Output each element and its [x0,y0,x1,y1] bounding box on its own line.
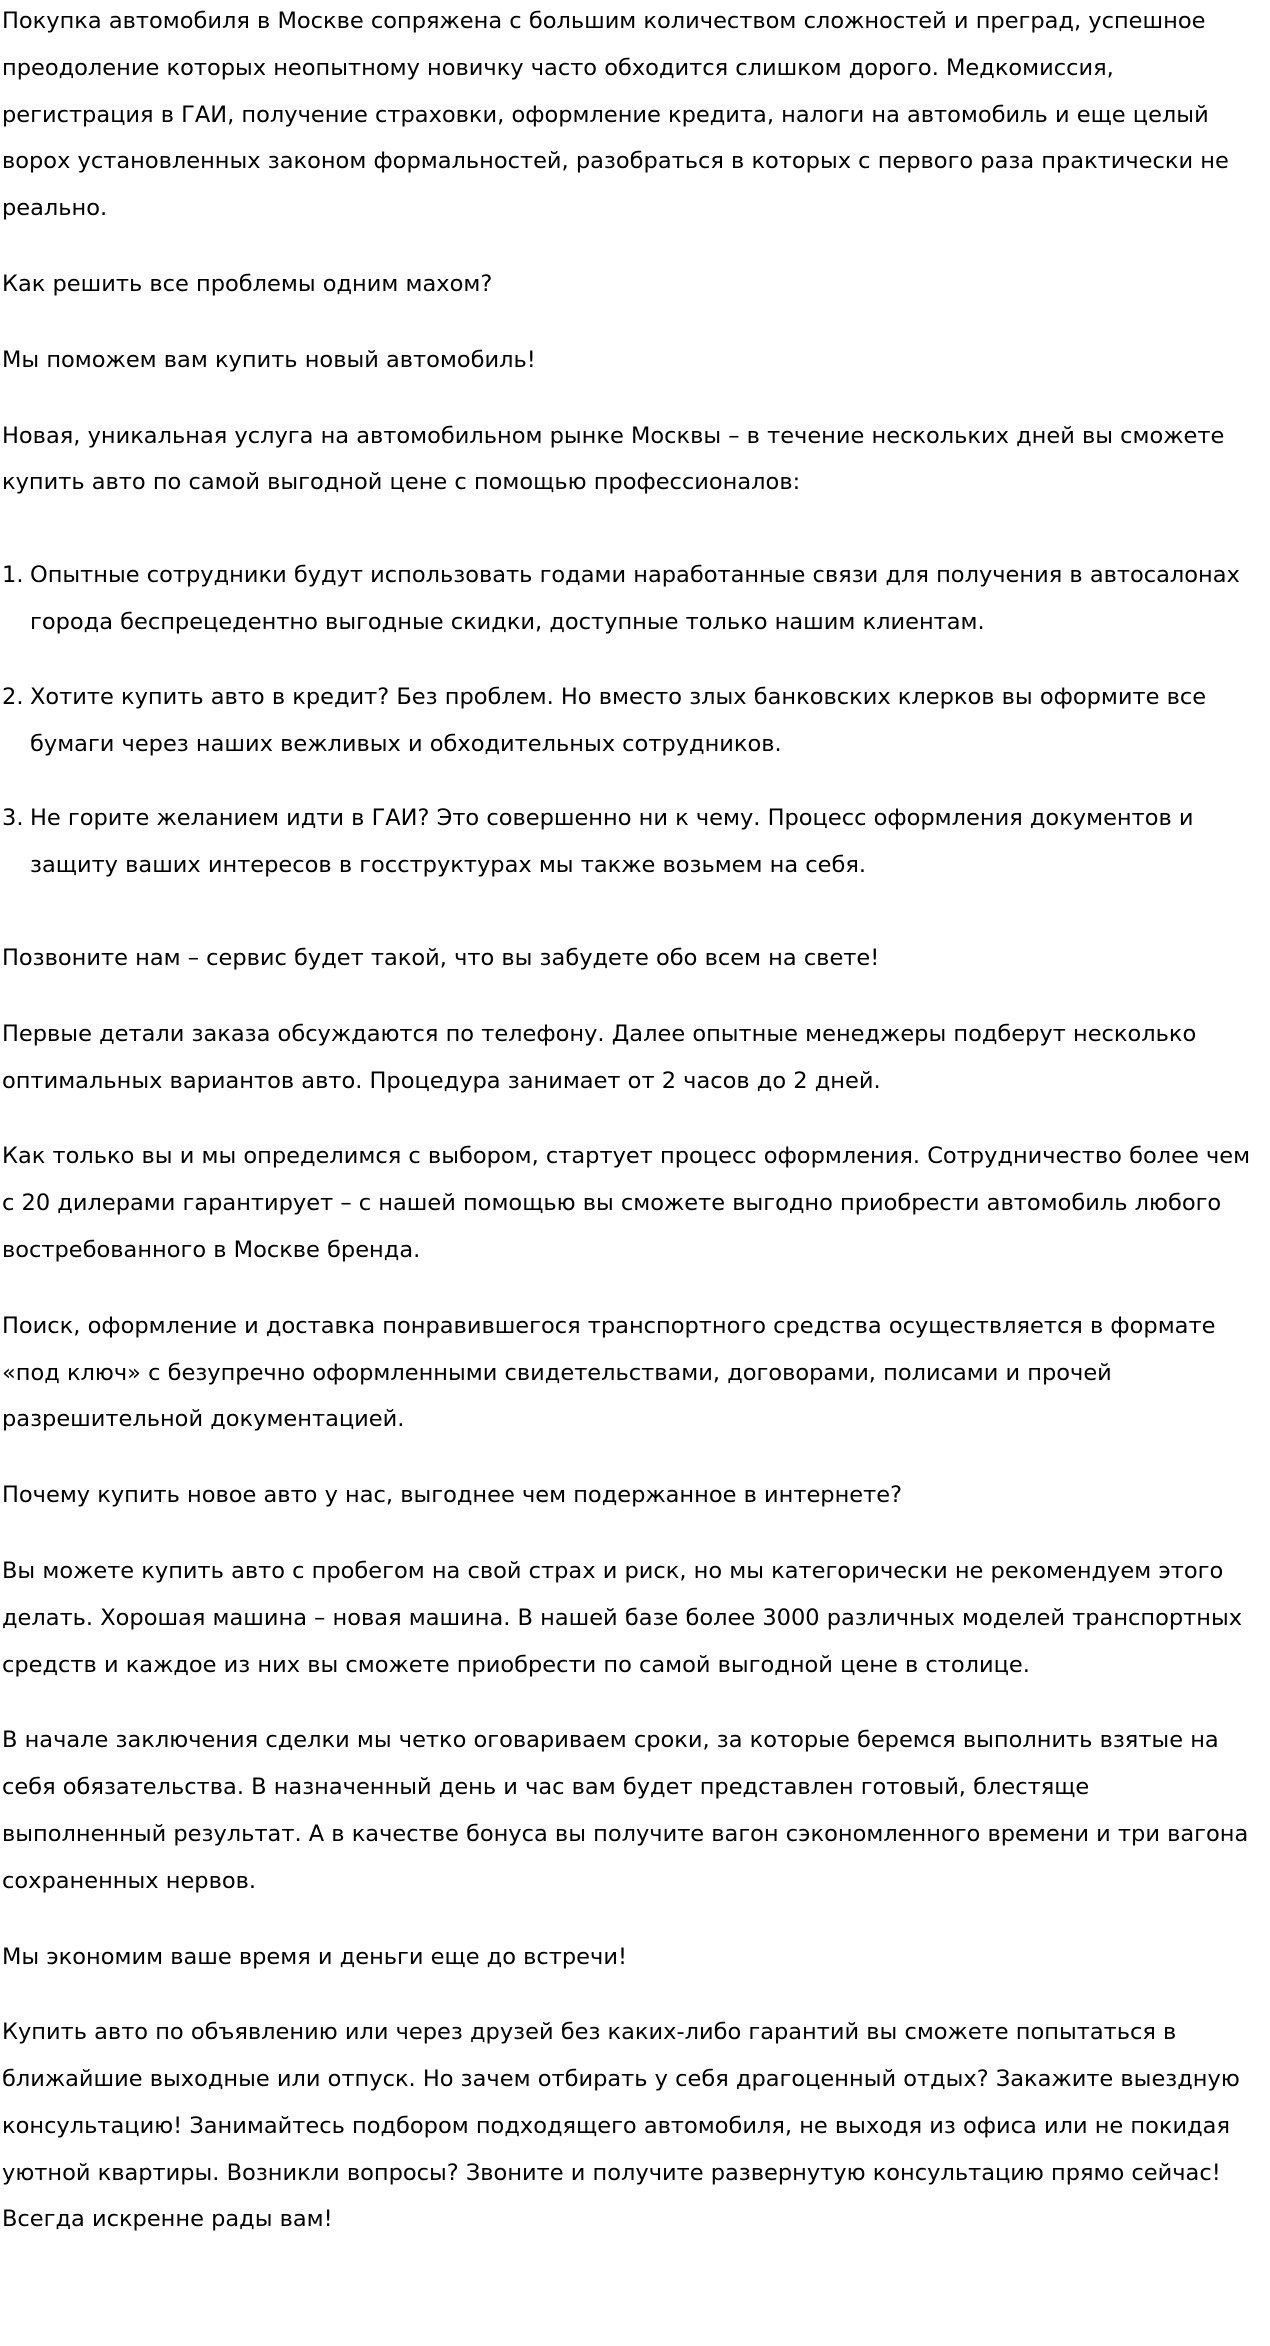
paragraph-order-details: Первые детали заказа обсуждаются по телефону. Далее опытные менеджеры подберут несколько оптимальных вариантов авто. Процедура занимает от 2 часов до 2 дней. [2,1020,1197,1094]
paragraph-save-time: Мы экономим ваше время и деньги еще до встречи! [2,1943,627,1970]
paragraph-deal-terms: В начале заключения сделки мы четко оговариваем сроки, за которые беремся выполнить взятые на себя обязательства. В назначенный день и час вам будет представлен готовый, блестяще выполненный результат. А в качестве бонуса вы получите вагон сэкономленного времени и три вагона сохраненных нервов. [2,1727,1249,1894]
paragraph-call-us: Позвоните нам – сервис будет такой, что вы забудете обо всем на свете! [2,944,880,971]
paragraph-service-intro: Новая, уникальная услуга на автомобильном рынке Москвы – в течение нескольких дней вы сможете купить авто по самой выгодной цене с помощью профессионалов: [2,422,1225,496]
paragraph-offer: Мы поможем вам купить новый автомобиль! [2,346,536,373]
paragraph-dealers: Как только вы и мы определимся с выбором, стартует процесс оформления. Сотрудничество более чем с 20 дилерами гарантирует – с нашей помощью вы сможете выгодно приобрести автомобиль любого востребованного в Москве бренда. [2,1143,1251,1263]
paragraph-turnkey: Поиск, оформление и доставка понравившегося транспортного средства осуществляется в формате «под ключ» с безупречно оформленными свидетельствами, договорами, полисами и прочей разрешительной документацией. [2,1312,1216,1433]
list-item [2,795,1260,889]
list-item-text: Хотите купить авто в кредит? Без проблем. Но вместо злых банковских клерков вы оформите все бумаги через наших вежливых и обходительных сотрудников. [30,683,1207,757]
paragraph-new-vs-used: Вы можете купить авто с пробегом на свой страх и риск, но мы категорически не рекомендуем этого делать. Хорошая машина – новая машина. В нашей базе более 3000 различных моделей транспортных средств и каждое из них вы сможете приобрести по самой выгодной цене в столице. [2,1557,1243,1678]
list-item-number: 3. [2,805,24,832]
list-item [2,674,1260,768]
paragraph-outro: Купить авто по объявлению или через друзей без каких-либо гарантий вы сможете попытаться в ближайшие выходные или отпуск. Но зачем отбирать у себя драгоценный отдых? Закажите выездную консультацию! Занимайтесь подбором подходящего автомобиля, не выходя из офиса или не покидая уютной квартиры. Возникли вопросы? Звоните и получите развернутую консультацию прямо сейчас! Всегда искренне рады вам! [2,2019,1240,2233]
list-item-text: Не горите желанием идти в ГАИ? Это совершенно ни к чему. Процесс оформления документов и защиту ваших интересов в госструктурах мы также возьмем на себя. [30,805,1194,879]
list-item [2,552,1260,646]
numbered-list [2,552,1260,889]
list-item-text: Опытные сотрудники будут использовать годами наработанные связи для получения в автосалонах города беспрецедентно выгодные скидки, доступные только нашим клиентам. [30,562,1240,635]
list-item-number: 2. [2,683,24,710]
paragraph-intro: Покупка автомобиля в Москве сопряжена с большим количеством сложностей и преград, успешное преодоление которых неопытному новичку часто обходится слишком дорого. Медкомиссия, регистрация в ГАИ, получение страховки, оформление кредита, налоги на автомобиль и еще целый ворох установленных законом формальностей, разобраться в которых с первого раза практически не реально. [2,8,1229,222]
list-item-number: 1. [2,562,24,589]
paragraph-question-why-new: Почему купить новое авто у нас, выгоднее чем подержанное в интернете? [2,1482,903,1509]
paragraph-question-solve: Как решить все проблемы одним махом? [2,270,493,297]
